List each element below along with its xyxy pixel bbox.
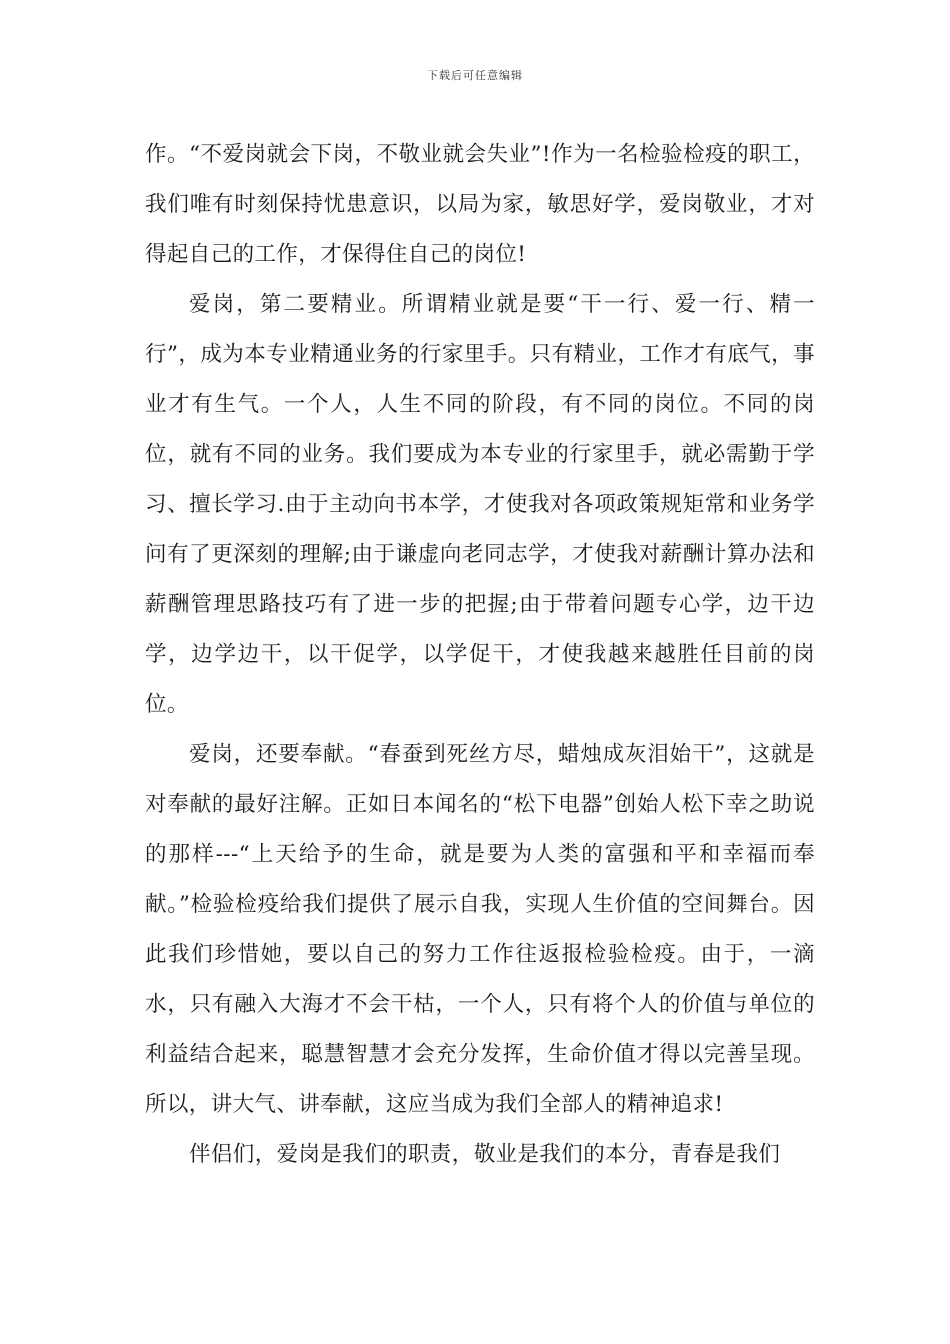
paragraph-4: 伴侣们，爱岗是我们的职责，敬业是我们的本分，青春是我们 [189, 1142, 781, 1167]
page-header: 下载后可任意编辑 [427, 69, 523, 82]
paragraph-3: 爱岗，还要奉献。“春蚕到死丝方尽，蜡烛成灰泪始干”，这就是对奉献的最好注解。正如日本闻名的“松下电器”创始人松下幸之助说的那样---“上天给予的生命，就是要为人类的富强和平和幸福而奉献。”检验检疫给我们提供了展示自我，实现人生价值的空间舞台。因此我们珍惜她，要以自己的努力工作往返报检验检疫。由于，一滴水，只有融入大海才不会干枯，一个人，只有将个人的价值与单位的利益结合起来，聪慧智慧才会充分发挥，生命价值才得以完善呈现。所以，讲大气、讲奉献，这应当成为我们全部人的精神追求! [145, 742, 815, 1117]
paragraph-1: 作。“不爱岗就会下岗，不敬业就会失业”!作为一名检验检疫的职工，我们唯有时刻保持忧患意识，以局为家，敏思好学，爱岗敬业，才对得起自己的工作，才保得住自己的岗位! [145, 142, 815, 267]
paragraph-2: 爱岗，第二要精业。所谓精业就是要“干一行、爱一行、精一行”，成为本专业精通业务的行家里手。只有精业，工作才有底气，事业才有生气。一个人，人生不同的阶段，有不同的岗位。不同的岗位，就有不同的业务。我们要成为本专业的行家里手，就必需勤于学习、擅长学习.由于主动向书本学，才使我对各项政策规矩常和业务学问有了更深刻的理解;由于谦虚向老同志学，才使我对薪酬计算办法和薪酬管理思路技巧有了进一步的把握;由于带着问题专心学，边干边学，边学边干，以干促学，以学促干，才使我越来越胜任目前的岗位。 [145, 292, 815, 717]
document-body [145, 130, 815, 1180]
